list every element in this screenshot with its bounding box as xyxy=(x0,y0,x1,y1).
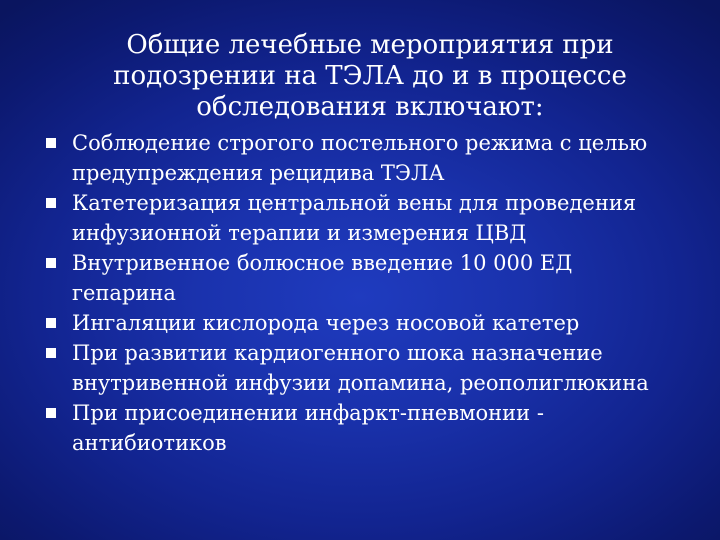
bullet-text-line: Ингаляции кислорода через носовой катетер xyxy=(72,311,580,335)
bullet-item xyxy=(44,188,704,248)
bullet-text-line: внутривенной инфузии допамина, реополиглюкина xyxy=(72,371,649,395)
square-bullet-icon xyxy=(46,318,56,328)
bullet-item xyxy=(44,398,704,458)
bullet-text-line: инфузионной терапии и измерения ЦВД xyxy=(72,221,527,245)
bullet-text-line: антибиотиков xyxy=(72,431,227,455)
bullet-item xyxy=(44,308,704,338)
bullet-list xyxy=(44,128,704,458)
bullet-item xyxy=(44,248,704,308)
bullet-text-line: Катетеризация центральной вены для проведения xyxy=(72,191,637,215)
title-line: Общие лечебные мероприятия при xyxy=(126,30,614,60)
bullet-text-line: При присоединении инфаркт-пневмонии - xyxy=(72,401,544,425)
slide-title xyxy=(100,30,640,123)
title-line: обследования включают: xyxy=(196,92,544,122)
title-line: подозрении на ТЭЛА до и в процессе xyxy=(113,61,627,91)
bullet-text-line: Внутривенное болюсное введение 10 000 ЕД xyxy=(72,251,573,275)
bullet-text-line: Соблюдение строгого постельного режима с целью xyxy=(72,131,648,155)
square-bullet-icon xyxy=(46,348,56,358)
bullet-text-line: При развитии кардиогенного шока назначение xyxy=(72,341,603,365)
bullet-text-line: предупреждения рецидива ТЭЛА xyxy=(72,161,445,185)
bullet-text-line: гепарина xyxy=(72,281,176,305)
square-bullet-icon xyxy=(46,198,56,208)
square-bullet-icon xyxy=(46,408,56,418)
square-bullet-icon xyxy=(46,138,56,148)
bullet-item xyxy=(44,128,704,188)
bullet-item xyxy=(44,338,704,398)
square-bullet-icon xyxy=(46,258,56,268)
